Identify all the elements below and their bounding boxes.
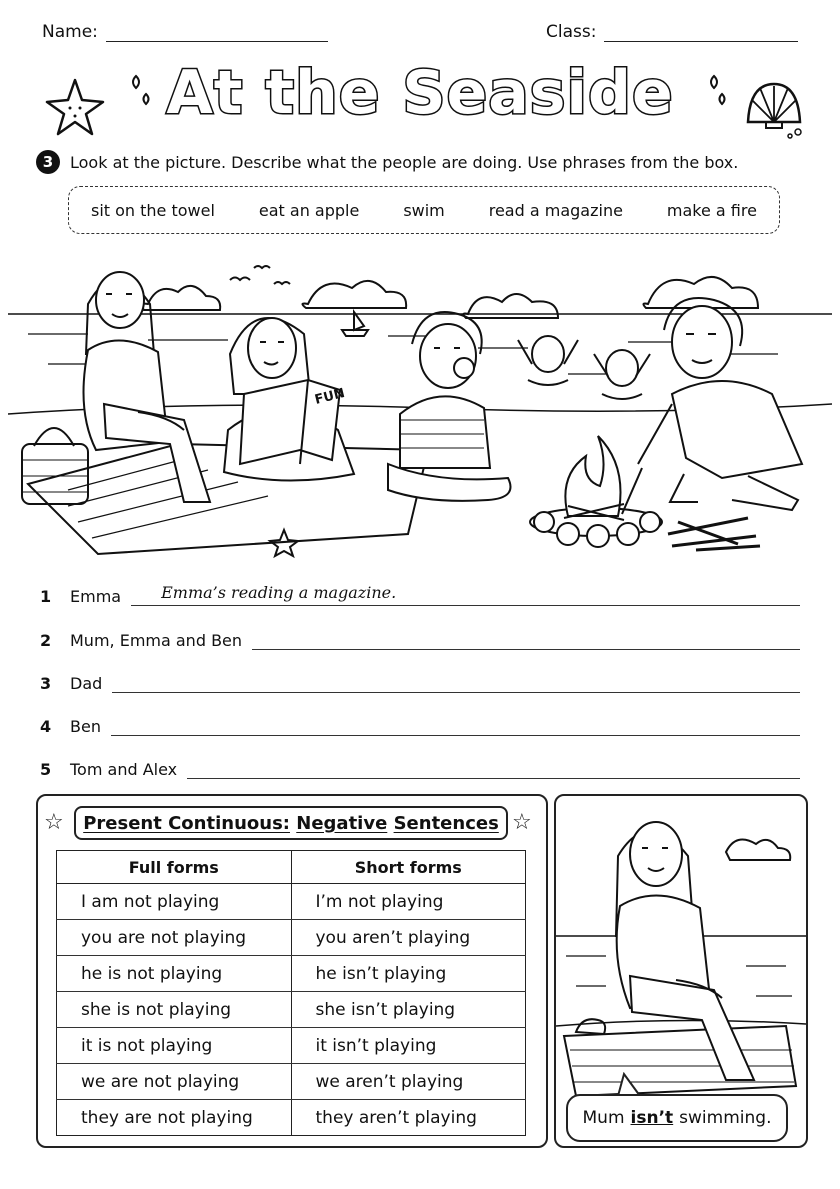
bubble-emphasis: isn’t xyxy=(630,1108,674,1128)
question-name: Ben xyxy=(70,717,101,736)
question-row xyxy=(40,749,800,779)
question-number: 4 xyxy=(40,717,52,736)
grammar-title-part3: Sentences xyxy=(393,812,499,834)
question-number: 3 xyxy=(40,674,52,693)
speech-bubble xyxy=(566,1094,788,1142)
phrase-item: read a magazine xyxy=(488,200,623,220)
answer-line[interactable] xyxy=(252,627,800,650)
towel-icon xyxy=(564,1026,796,1096)
cloud-icon xyxy=(142,286,220,310)
cloud-icon xyxy=(726,840,790,861)
mum-figure xyxy=(84,272,211,502)
short-form-cell: we aren’t playing xyxy=(291,1064,526,1100)
table-row xyxy=(57,884,526,920)
full-form-cell: they are not playing xyxy=(57,1100,292,1136)
full-form-cell: it is not playing xyxy=(57,1028,292,1064)
table-row xyxy=(57,920,526,956)
question-row xyxy=(40,706,800,736)
phrase-item: eat an apple xyxy=(258,200,360,220)
table-row xyxy=(57,1028,526,1064)
apple-icon xyxy=(454,358,474,378)
seashell-icon xyxy=(740,78,810,140)
campfire-icon xyxy=(530,436,662,547)
question-row xyxy=(40,620,800,650)
cloud-icon xyxy=(302,281,406,308)
grammar-table xyxy=(56,850,526,1136)
question-number: 1 xyxy=(40,587,52,606)
answer-line[interactable] xyxy=(131,583,800,606)
short-form-cell: I’m not playing xyxy=(291,884,526,920)
ben-figure xyxy=(388,312,511,501)
bubble-text-after: swimming. xyxy=(679,1108,772,1128)
beach-bag-icon xyxy=(22,444,88,504)
short-form-cell: you aren’t playing xyxy=(291,920,526,956)
phrase-box xyxy=(68,186,780,234)
tom-figure xyxy=(518,336,578,385)
bubble-text-before: Mum xyxy=(582,1108,625,1128)
name-label: Name: xyxy=(42,22,98,42)
grammar-title-part2: Negative xyxy=(296,812,388,834)
exercise-number: 3 xyxy=(36,150,60,174)
name-field[interactable] xyxy=(106,41,328,42)
instruction-text: Look at the picture. Describe what the people are doing. Use phrases from the box. xyxy=(70,152,739,172)
short-form-cell: it isn’t playing xyxy=(291,1028,526,1064)
class-field[interactable] xyxy=(604,41,798,42)
question-name: Mum, Emma and Ben xyxy=(70,631,243,650)
beach-scene-illustration xyxy=(8,244,832,564)
full-form-cell: we are not playing xyxy=(57,1064,292,1100)
phrase-item: make a fire xyxy=(666,200,757,220)
answer-line[interactable] xyxy=(111,713,800,736)
dad-figure xyxy=(622,298,802,514)
question-name: Dad xyxy=(70,674,103,693)
class-label: Class: xyxy=(546,22,597,42)
short-form-cell: they aren’t playing xyxy=(315,1107,477,1128)
table-row xyxy=(57,992,526,1028)
short-form-cell: she isn’t playing xyxy=(291,992,526,1028)
seashell-small-icon xyxy=(576,1019,605,1034)
table-row xyxy=(57,956,526,992)
phrase-item: swim xyxy=(403,200,445,220)
phrase-item: sit on the towel xyxy=(90,200,215,220)
table-row xyxy=(57,1100,526,1136)
cloud-icon xyxy=(643,277,758,308)
magazine-cover-text: FUN xyxy=(313,385,347,408)
grammar-title-part1: Present Continuous: xyxy=(83,812,290,834)
star-left-icon: ☆ xyxy=(44,810,64,835)
question-number: 5 xyxy=(40,760,52,779)
table-row xyxy=(57,1064,526,1100)
splash-right-icon xyxy=(700,70,730,110)
answer-line[interactable] xyxy=(187,756,800,779)
answer-line[interactable] xyxy=(112,670,800,693)
example-answer: Emma’s reading a magazine. xyxy=(161,583,397,602)
grammar-title xyxy=(74,806,508,840)
exercise-instruction xyxy=(36,150,738,174)
question-number: 2 xyxy=(40,631,52,650)
column-header: Short forms xyxy=(291,851,526,884)
question-row xyxy=(40,663,800,693)
full-form-cell: she is not playing xyxy=(57,992,292,1028)
firewood-icon xyxy=(668,518,760,550)
page-title: At the Seaside xyxy=(166,58,674,128)
question-row xyxy=(40,576,800,606)
full-form-cell: I am not playing xyxy=(57,884,292,920)
star-right-icon: ☆ xyxy=(512,810,532,835)
column-header: Full forms xyxy=(57,851,292,884)
full-form-cell: you are not playing xyxy=(57,920,292,956)
sailboat-icon xyxy=(342,312,368,336)
question-name: Tom and Alex xyxy=(70,760,178,779)
full-form-cell: he is not playing xyxy=(57,956,292,992)
question-name: Emma xyxy=(70,587,122,606)
short-form-cell: he isn’t playing xyxy=(291,956,526,992)
